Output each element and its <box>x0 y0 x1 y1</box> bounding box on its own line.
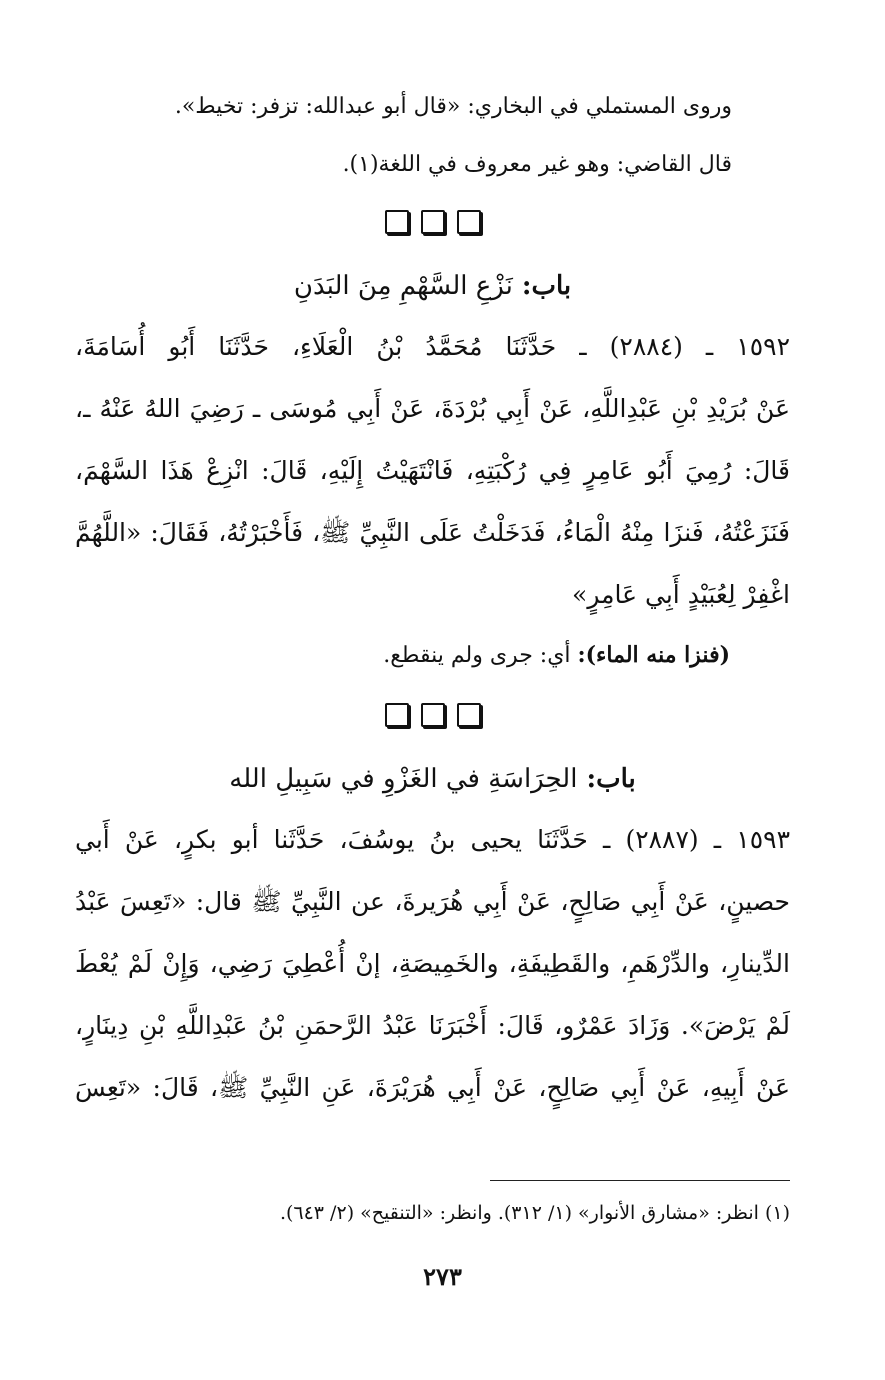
page-body <box>75 78 790 1119</box>
hadith-line: ١٥٩٣ ـ (٢٨٨٧) ـ حَدَّثَنَا يحيى بنُ يوسُفَ، حَدَّثَنا أبو بكرٍ، عَنْ أَبي <box>75 825 790 854</box>
page-number: ٢٧٣ <box>423 1262 462 1291</box>
hadith-line: فَنَزَعْتُهُ، فَنزَا مِنْهُ الْمَاءُ، فَدَخَلْتُ عَلَى النَّبِيِّ ﷺ، فَأَخْبَرْتُهُ، فَقَالَ: «اللَّهُمَّ <box>75 518 790 547</box>
square-ornament-icon <box>385 210 409 234</box>
section-separator <box>75 701 790 729</box>
section-separator <box>75 208 790 236</box>
intro-line-2: قال القاضي: وهو غير معروف في اللغة(١). <box>342 152 732 177</box>
chapter-heading <box>75 256 790 316</box>
note-term: (فنزا منه الماء): <box>577 642 730 668</box>
square-ornament-icon <box>385 703 409 727</box>
footnote-divider <box>490 1180 790 1181</box>
footnote: (١) انظر: «مشارق الأنوار» (١/ ٣١٢). وانظر: «التنقيح» (٢/ ٦٤٣). <box>279 1202 790 1224</box>
hadith-line: لَمْ يَرْضَ». وَزَادَ عَمْرٌو، قَالَ: أَخْبَرَنَا عَبْدُ الرَّحمَنِ بْنُ عَبْدِاللَّهِ بْنِ دِينَارٍ، <box>75 1011 790 1040</box>
hadith-line: ١٥٩٢ ـ (٢٨٨٤) ـ حَدَّثَنَا مُحَمَّدُ بْنُ الْعَلَاءِ، حَدَّثَنَا أَبُو أُسَامَةَ، <box>75 332 790 361</box>
hadith-line: قَالَ: رُمِيَ أَبُو عَامِرٍ فِي رُكْبَتِهِ، فَانْتَهَيْتُ إِلَيْهِ، قَالَ: انْزِعْ هَذَا السَّهْمَ، <box>75 456 790 485</box>
hadith-line: الدِّينارِ، والدِّرْهَمِ، والقَطِيفَةِ، والخَمِيصَةِ، إنْ أُعْطِيَ رَضِي، وَإِنْ لَمْ يُعْطَ <box>75 949 790 978</box>
chapter-heading <box>75 749 790 809</box>
square-ornament-icon <box>421 210 445 234</box>
chapter-title: نَزْعِ السَّهْمِ مِنَ البَدَنِ <box>293 271 513 301</box>
hadith-line: عَنْ بُرَيْدِ بْنِ عَبْدِاللَّهِ، عَنْ أَبِي بُرْدَةَ، عَنْ أَبِي مُوسَى ـ رَضِيَ اللهُ عَنْهُ ـ، <box>75 394 790 423</box>
hadith-line: عَنْ أَبِيهِ، عَنْ أَبِي صَالِحٍ، عَنْ أَبِي هُرَيْرَةَ، عَنِ النَّبِيِّ ﷺ، قَالَ: «تَعِسَ <box>75 1073 790 1102</box>
chapter-label: باب: <box>586 764 636 794</box>
explanation-note <box>75 626 790 685</box>
note-text: أي: جرى ولم ينقطع. <box>383 643 578 668</box>
hadith-line: اغْفِرْ لِعُبَيْدٍ أَبِي عَامِرٍ» <box>572 580 790 609</box>
hadith-line: حصينٍ، عَنْ أَبِي صَالِحٍ، عَنْ أَبِي هُرَيرةَ، عن النَّبِيِّ ﷺ قال: «تَعِسَ عَبْدُ <box>75 887 790 916</box>
square-ornament-icon <box>421 703 445 727</box>
square-ornament-icon <box>457 703 481 727</box>
intro-line-1: وروى المستملي في البخاري: «قال أبو عبدالله: تزفر: تخيط». <box>174 94 732 119</box>
chapter-label: باب: <box>521 271 572 301</box>
chapter-title: الحِرَاسَةِ في الغَزْوِ في سَبِيلِ الله <box>229 764 578 794</box>
square-ornament-icon <box>457 210 481 234</box>
